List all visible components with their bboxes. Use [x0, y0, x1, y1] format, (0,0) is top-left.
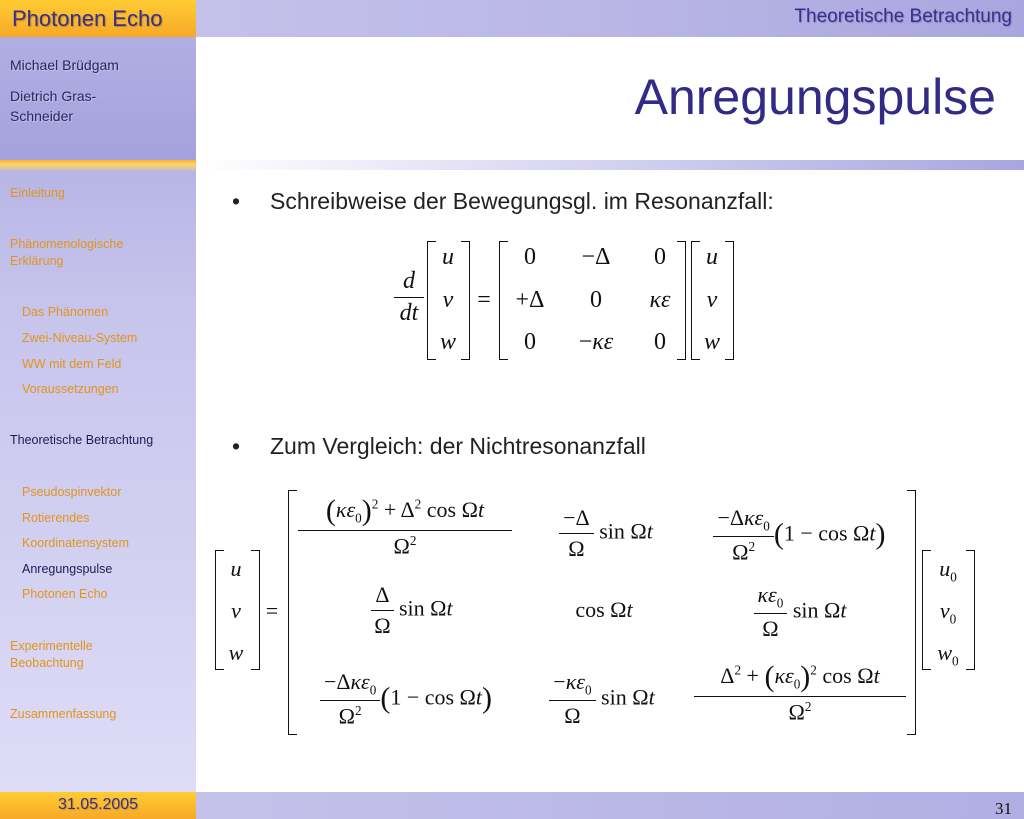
vector-bracket-right — [725, 241, 734, 360]
nav-phaenomenologische-2[interactable]: Erklärung — [10, 254, 64, 268]
brand-box — [0, 0, 196, 37]
section-title: Theoretische Betrachtung — [794, 6, 1012, 27]
nav-koordinatensystem[interactable]: Koordinatensystem — [22, 536, 130, 550]
bullet-resonance — [232, 188, 774, 215]
nav-voraussetzungen[interactable]: Voraussetzungen — [22, 382, 119, 396]
vector-bracket-right — [966, 550, 975, 670]
d-dt-fraction: $\frac{d}{dt}$ — [394, 268, 424, 327]
nav-photonen-echo[interactable]: Photonen Echo — [22, 587, 108, 601]
vector-bracket-left — [427, 241, 436, 360]
brand-title: Photonen Echo — [12, 6, 163, 31]
bullet-text: Schreibweise der Bewegungsgl. im Resonanzfall: — [270, 188, 774, 214]
vector-bracket-right — [461, 241, 470, 360]
author-name: Michael Brüdgam — [10, 57, 119, 73]
bullet-nonresonance — [232, 433, 646, 460]
authors-divider — [0, 160, 196, 172]
nav-rotierendes[interactable]: Rotierendes — [22, 511, 90, 525]
matrix-bracket-right — [677, 241, 686, 360]
vector-bracket-right — [251, 550, 260, 670]
bullet-dot: • — [232, 188, 241, 214]
nav-zusammenfassung[interactable]: Zusammenfassung — [10, 707, 117, 721]
vector-bracket-left — [691, 241, 700, 360]
title-underline — [196, 160, 1024, 170]
date: 31.05.2005 — [57, 796, 139, 813]
bullet-text: Zum Vergleich: der Nichtresonanzfall — [270, 433, 646, 459]
nav-phaenomenologische[interactable]: Phänomenologische — [10, 237, 124, 251]
author-name: Dietrich Gras- — [10, 88, 97, 104]
bullet-dot: • — [232, 433, 241, 459]
nav-zwei-niveau[interactable]: Zwei-Niveau-System — [22, 331, 138, 345]
nav-experimentelle[interactable]: Experimentelle — [10, 639, 93, 653]
authors-panel — [0, 37, 196, 164]
nav-ww-feld[interactable]: WW mit dem Feld — [22, 357, 122, 371]
slide-title: Anregungspulse — [634, 69, 996, 125]
nav-einleitung[interactable]: Einleitung — [10, 186, 65, 200]
matrix-bracket-right — [907, 490, 916, 735]
date-box — [0, 792, 196, 819]
nav-pseudospinvektor[interactable]: Pseudospinvektor — [22, 485, 122, 499]
nav-das-phaenomen[interactable]: Das Phänomen — [22, 305, 109, 319]
page-number: 31 — [995, 799, 1012, 818]
nav-experimentelle-2[interactable]: Beobachtung — [10, 656, 84, 670]
nav-anregungspulse[interactable]: Anregungspulse — [22, 562, 113, 576]
vector-bracket-left — [215, 550, 224, 670]
nav-theoretische-betrachtung[interactable]: Theoretische Betrachtung — [10, 433, 154, 447]
author-name: Schneider — [10, 108, 74, 124]
